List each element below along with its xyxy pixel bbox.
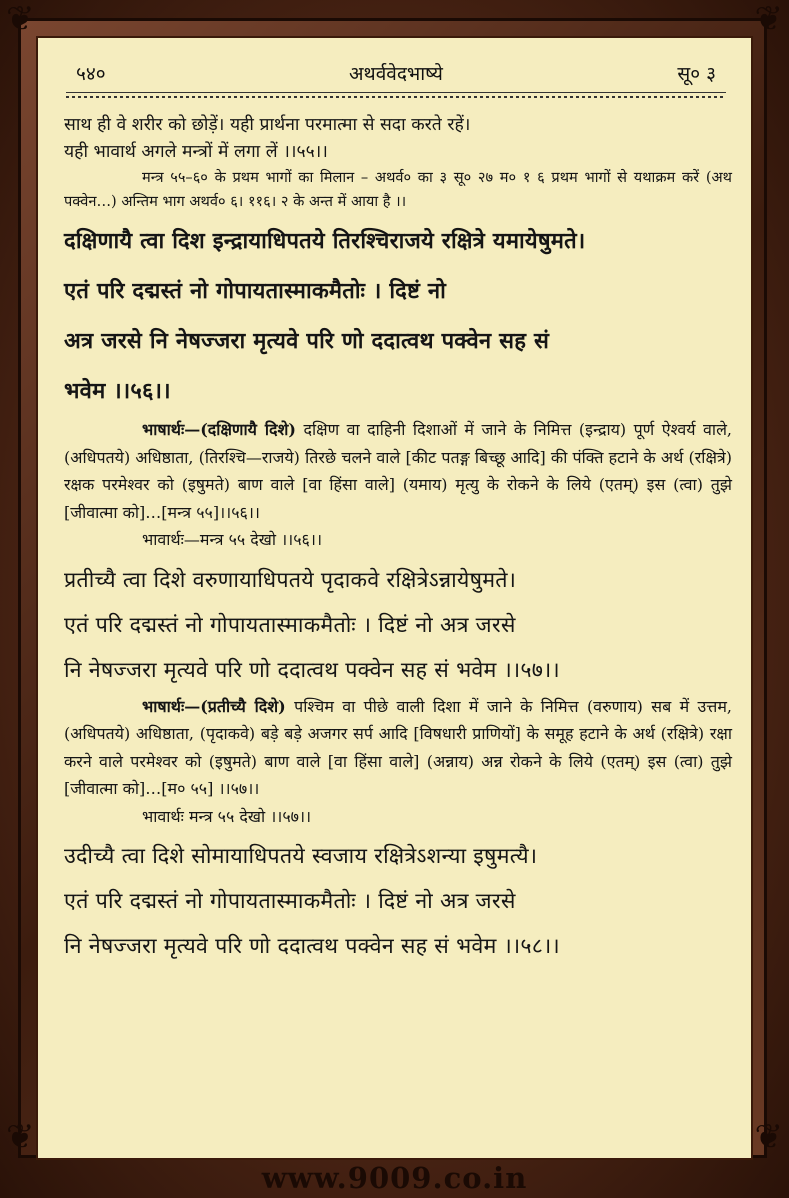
reference-note: मन्त्र ५५–६० के प्रथम भागों का मिलान – अथर्व० का ३ सू० २७ म० १ ६ प्रथम भागों से यथाक्रम करें (अथ पक्वेन…) अन्तिम भाग अथर्व० ६। ११६। २ के अन्त में आया है ।। [64,169,732,210]
section-number: सू० ३ [677,63,716,85]
translation-text: पश्चिम वा पीछे वाली दिशा में जाने के निमित्त (वरुणाय) सब में उत्तम, (अधिपतये) अधिष्ठाता, (पृदाकवे) बड़े बड़े अजगर सर्प आदि [विषधारी प्राणियों] के समूह हटाने के अर्थ (रक्षित्रे) रक्षा करने वाले परमेश्वर को (इषुमते) बाण वाले [वा हिंसा वाले] (अन्नाय) अन्न रोकने के लिये (एतम्) इस (त्वा) तुझे [जीवात्मा को]…[म० ५५] ।।५७।। [64,696,732,798]
book-title: अथर्ववेदभाष्ये [349,63,443,85]
corner-ornament-top-right: ❦ [754,0,783,39]
book-page [36,36,753,1160]
translation-57 [64,693,732,803]
intro-line-1: साथ ही वे शरीर को छोड़ें। यही प्रार्थना परमात्मा से सदा करते रहें। [64,115,471,135]
page-number: ५४० [76,63,106,85]
mantra-line: भवेम ।।५६।। [64,378,171,404]
translation-56 [64,416,732,526]
mantra-line: एतं परि दद्मस्तं नो गोपायतास्माकमैतोः । दिष्टं नो अत्र जरसे [64,612,516,638]
mantra-line: नि नेषज्जरा मृत्यवे परि णो ददात्वथ पक्वेन सह सं भवेम ।।५७।। [64,657,560,683]
mantra-line: उदीच्यै त्वा दिशे सोमायाधिपतये स्वजाय रक्षित्रेऽशन्या इषुमत्यै। [64,844,538,869]
mantra-line: नि नेषज्जरा मृत्यवे परि णो ददात्वथ पक्वेन सह सं भवेम ।।५८।। [64,934,560,959]
meaning-56: भावार्थः—मन्त्र ५५ देखो ।।५६।। [142,530,323,549]
page-header [66,56,726,86]
mantra-line: प्रतीच्यै त्वा दिशे वरुणायाधिपतये पृदाकवे रक्षित्रेऽन्नायेषुमते। [64,567,517,593]
corner-ornament-bottom-left: ❦ [6,1117,35,1157]
translation-text: दक्षिण वा दाहिनी दिशाओं में जाने के निमित्त (इन्द्राय) पूर्ण ऐश्वर्य वाले, (अधिपतये) अधिष्ठाता, (तिरश्चि—राजये) तिरछे चलने वाले [कीट पतङ्ग बिच्छू आदि] की पंक्ति हटाने के अर्थ (रक्षित्रे) रक्षक परमेश्वर को (इषुमते) बाण वाले [वा हिंसा वाले] (यमाय) मृत्यु के रोकने के लिये (एतम्) इस (त्वा) तुझे [जीवात्मा को]…[मन्त्र ५५]।।५६।। [64,420,733,522]
header-rule [66,90,726,100]
mantra-line: दक्षिणायै त्वा दिश इन्द्रायाधिपतये तिरश्चिराजये रक्षित्रे यमायेषुमते। [64,228,586,254]
website-url[interactable]: www.9009.co.in [261,1161,528,1195]
corner-ornament-top-left: ❦ [6,0,35,39]
translation-lead: भाषार्थः—(प्रतीच्यै दिशे) [142,696,286,716]
mantra-line: अत्र जरसे नि नेषज्जरा मृत्यवे परि णो ददात्वथ पक्वेन सह सं [64,328,550,354]
page-content [64,112,732,967]
meaning-57: भावार्थः मन्त्र ५५ देखो ।।५७।। [142,806,312,826]
mantra-line: एतं परि दद्मस्तं नो गोपायतास्माकमैतोः । दिष्टं नो [64,278,447,304]
mantra-58 [64,836,732,967]
mantra-56 [64,218,732,414]
mantra-57 [64,560,732,691]
corner-ornament-bottom-right: ❦ [754,1117,783,1157]
intro-line-2: यही भावार्थ अगले मन्त्रों में लगा लें ।।५५।। [64,142,328,162]
translation-lead: भाषार्थः—(दक्षिणायै दिशे) [142,420,296,439]
mantra-line: एतं परि दद्मस्तं नो गोपायतास्माकमैतोः । दिष्टं नो अत्र जरसे [64,889,516,914]
